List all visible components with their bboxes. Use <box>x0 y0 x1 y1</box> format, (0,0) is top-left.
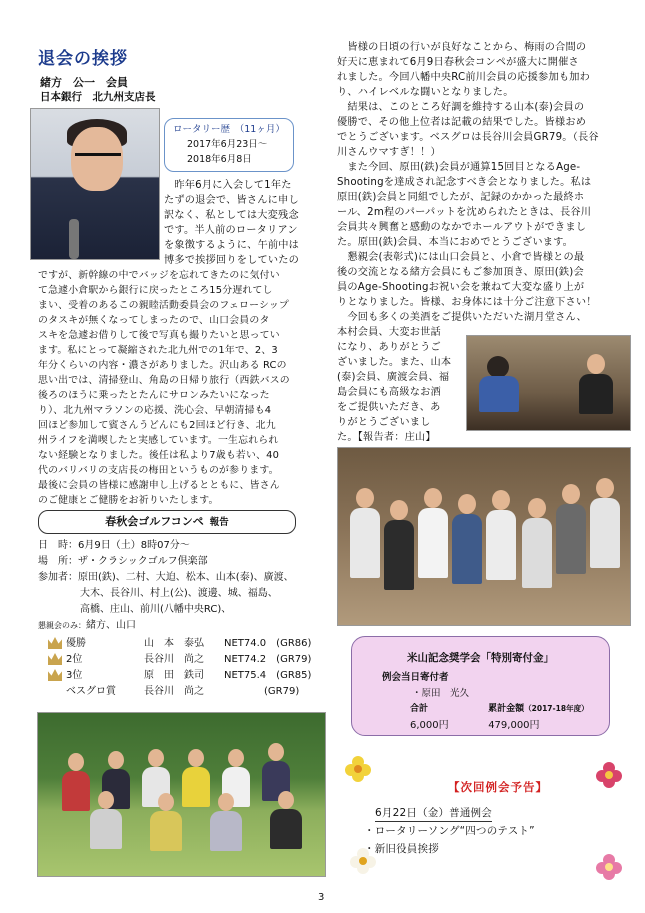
date-value: 6月9日（土）8時07分～ <box>78 540 190 551</box>
crown-icon <box>48 653 62 665</box>
golf-details <box>38 538 313 634</box>
text-line: ール、2m程のパーパットを沈められたときは、長谷川 <box>337 207 592 218</box>
author-name: 緒方 公一 会員 <box>40 76 128 89</box>
result-rank: 3位 <box>66 670 83 681</box>
text-line: 本村会員、大変お世話 <box>337 327 441 338</box>
result-score: NET74.0 (GR86) <box>224 638 312 649</box>
text-line: 年分くらいの内容・濃さがありました。沢山ある RCの <box>38 360 287 371</box>
result-score: (GR79) <box>264 686 300 697</box>
next-meeting-item: ・ロータリーソング“四つのテスト” <box>364 825 535 837</box>
participants-line: 高橋、庄山、前川(八幡中央RC)、 <box>80 604 232 615</box>
party-photo <box>466 335 631 431</box>
text-line: のタスキが無くなってしまったので、山口会員のタ <box>38 315 270 326</box>
place-label: 場 所： <box>38 556 78 567</box>
next-meeting-item: ・新旧役員挨拶 <box>364 843 439 855</box>
text-line: 懇親会(表彰式)には山口会員と、小倉で皆様との最 <box>337 252 585 263</box>
text-line: たずの退会で、皆さんに申し <box>164 195 299 206</box>
text-line: 員のAge-Shootingお祝い会を兼ねて大変な盛り上が <box>337 282 585 293</box>
text-line: りがとうございまし <box>337 417 431 428</box>
page-number: 3 <box>318 892 325 903</box>
scholarship-box <box>351 636 610 736</box>
rotary-history-from: 2017年6月23日～ <box>187 139 268 150</box>
text-line: 今回も多くの美酒をご提供いただいた湖月堂さん、 <box>337 312 587 323</box>
text-line: た。【報告者：庄山】 <box>337 432 436 443</box>
next-meeting-date: 6月22日（金）普通例会 <box>375 806 492 822</box>
party-only-value: 緒方、山口 <box>86 620 136 631</box>
cumulative-amount: 479,000円 <box>488 720 540 731</box>
result-name: 原 田 鉄司 <box>144 670 204 681</box>
text-line: 後の交流となる緒方会員にもご参加頂き、原田(鉄)会 <box>337 267 584 278</box>
rotary-history-to: 2018年6月8日 <box>187 154 252 165</box>
text-line: ない経験となりました。後任は私より7歳も若い、40 <box>38 450 280 461</box>
text-line: ですが、新幹線の中でバッジを忘れてきたのに気付い <box>38 270 280 281</box>
text-line: Shootingを達成され記念すべき会となりました。私は <box>337 177 592 188</box>
text-line: り、ハイレベルな闘いとなりました。 <box>337 87 514 98</box>
text-line: 訳なく、私としては大変残念 <box>164 210 299 221</box>
text-line: 最後に会員の皆様に感謝申し上げるとともに、皆さん <box>38 480 280 491</box>
date-label: 日 時： <box>38 540 78 551</box>
text-line: まい、受着のあるこの親睦活動委員会のフェローシップ <box>38 300 289 311</box>
result-rank: 優勝 <box>66 638 86 649</box>
result-row <box>48 684 318 700</box>
text-line: です。半人前のロータリアン <box>164 225 298 236</box>
paragraph-narrow <box>164 178 304 268</box>
golf-report-text <box>337 40 629 325</box>
flower-icon <box>592 850 626 884</box>
text-line: 回ほど参加して賓さんうどんにも2回ほど行き、北九 <box>38 420 276 431</box>
author-org: 日本銀行 北九州支店長 <box>40 91 156 103</box>
text-line: を象徴するように、午前中は <box>164 240 300 251</box>
text-line: 優勝で、その他上位者は記載の結果でした。皆様おめ <box>337 117 587 128</box>
result-row <box>48 652 318 668</box>
golf-heading-tag: 報告 <box>209 517 229 528</box>
result-row <box>48 668 318 684</box>
scholarship-subtitle: 例会当日寄付者 <box>382 672 449 683</box>
participants-line: 原田(鉄)、二村、大迫、松本、山本(泰)、廣渡、 <box>78 572 294 583</box>
text-line: 博多で挨拶回りをしていたの <box>164 255 300 266</box>
golf-heading <box>38 510 296 534</box>
text-line: 好天に恵まれて6月9日春秋会コンペが盛大に開催さ <box>337 57 579 68</box>
total-label: 合計 <box>410 704 429 714</box>
result-rank: 2位 <box>66 654 83 665</box>
crown-icon <box>48 669 62 681</box>
party-only-label: 懇親会のみ： <box>38 621 86 630</box>
text-line: れました。今回八幡中央RC前川会員の応援参加も加わ <box>337 72 590 83</box>
text-line: り）、北九州マラソンの応援、洗心会、早朝清掃も4 <box>38 405 272 416</box>
text-line: 会員共々興奮と感動のなかでホールアウトができまし <box>337 222 587 233</box>
participants-label: 参加者： <box>38 572 78 583</box>
result-name: 長谷川 尚之 <box>144 686 204 697</box>
crown-icon <box>48 637 62 649</box>
text-line: 昨年6月に入会して1年た <box>164 180 292 191</box>
text-line: 代のバリバリの支店長の梅田というものが参ります。 <box>38 465 279 476</box>
paragraph-wide <box>38 268 310 508</box>
participants-line: 大木、長谷川、村上(公)、渡邊、城、福島、 <box>80 588 278 599</box>
text-line: 思い出では、清掃登山、角島の日帰り旅行（西鉄バスの <box>38 375 290 386</box>
cumulative-label: 累計金額 <box>488 704 525 714</box>
text-line: をご提供いただき、あ <box>337 402 441 413</box>
article-title: 退会の挨拶 <box>38 49 128 69</box>
scholarship-title: 米山記念奨学会「特別寄付金」 <box>407 652 554 664</box>
text-line: りとなりました。皆様、お身体には十分ご注意下さい！ <box>337 297 597 308</box>
text-line: また今回、原田(鉄)会員が通算15回目となるAge- <box>337 162 581 173</box>
result-name: 長谷川 尚之 <box>144 654 204 665</box>
place-value: ザ・クラシックゴルフ倶楽部 <box>78 556 208 567</box>
text-line: 川さんウマすぎ！！） <box>337 147 441 158</box>
text-line: 後ろのほうに乗ったとたんにサロンみたいになった <box>38 390 270 401</box>
donor: ・原田 光久 <box>412 688 470 699</box>
next-meeting-title: 【次回例会予告】 <box>448 780 548 794</box>
result-rank: ベスグロ賞 <box>66 686 116 697</box>
golf-heading-text: 春秋会ゴルフコンペ <box>105 515 204 528</box>
text-line: た。原田(鉄)会員、本当におめでとうございます。 <box>337 237 574 248</box>
text-line: て急遽小倉駅から銀行に戻ったところ15分遅れてし <box>38 285 273 296</box>
result-score: NET74.2 (GR79) <box>224 654 312 665</box>
text-line: スキを急遽お借りして後で写真も撮りたいと思ってい <box>38 330 280 341</box>
total-amount: 6,000円 <box>410 720 449 731</box>
text-line: 島会員にも高級なお酒 <box>337 387 441 398</box>
text-line: ます。私にとって凝縮された北九州での1年で、2、3 <box>38 345 278 356</box>
golf-group-photo <box>37 712 326 877</box>
text-line: 原田(鉄)会員と同組でしたが、記録のかかった最終ホ <box>337 192 585 203</box>
result-score: NET75.4 (GR85) <box>224 670 312 681</box>
flower-icon <box>341 752 375 786</box>
golf-results <box>48 636 318 700</box>
cumulative-year: （2017-18年度） <box>524 704 589 713</box>
text-line: 皆様の日頃の行いが良好なことから、梅雨の合間の <box>337 42 587 53</box>
text-line: になり、ありがとうご <box>337 342 441 353</box>
party-group-photo <box>337 447 631 626</box>
text-line: 州ライフを満喫したと実感しています。一生忘れられ <box>38 435 279 446</box>
result-row <box>48 636 318 652</box>
flower-icon <box>592 758 626 792</box>
text-line: ざいました。また、山本 <box>337 357 452 368</box>
rotary-history-label: ロータリー歴 （11ヶ月） <box>173 124 285 135</box>
text-line: 結果は、このところ好調を維持する山本(泰)会員の <box>337 102 585 113</box>
rotary-history-box <box>164 118 294 172</box>
thanks-text <box>337 325 465 445</box>
text-line: (泰)会員、廣渡会員、福 <box>337 372 450 383</box>
result-name: 山 本 泰弘 <box>144 638 204 649</box>
speaker-photo <box>30 108 160 260</box>
text-line: のご健康とご健勝をお祈りいたします。 <box>38 495 219 506</box>
text-line: でとうございます。ベスグロは長谷川会員GR79。（長谷 <box>337 132 599 143</box>
